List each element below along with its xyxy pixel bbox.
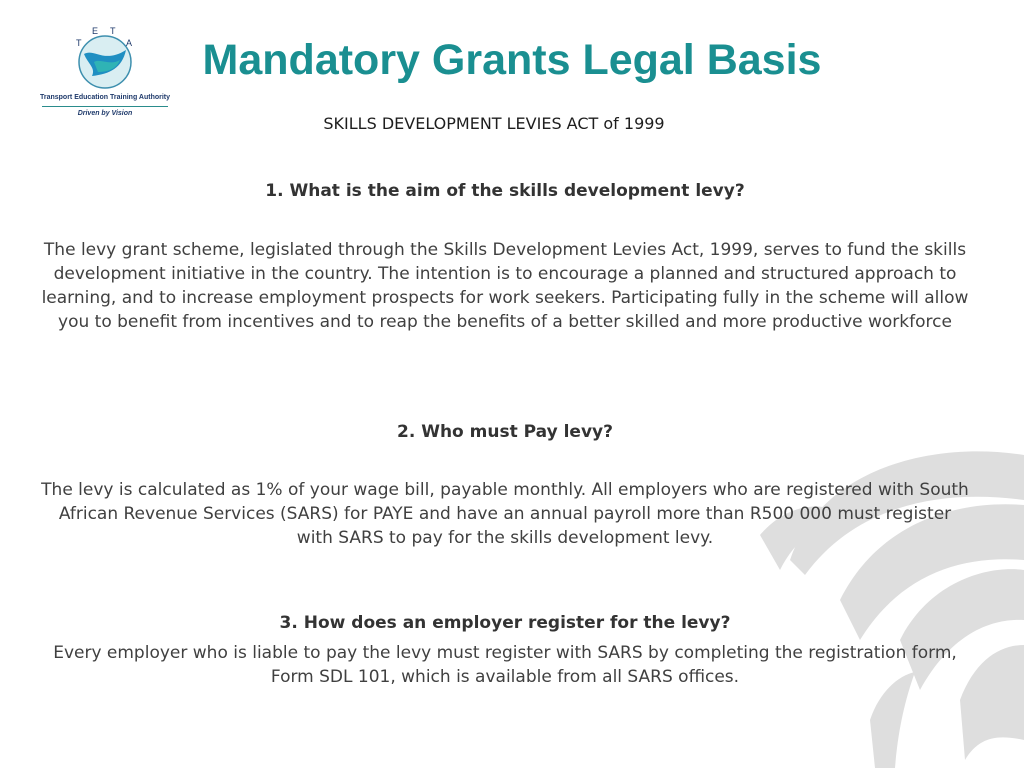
section-1-heading: 1. What is the aim of the skills development levy? xyxy=(265,181,745,201)
logo-letter-4: A xyxy=(126,38,133,48)
globe-logo-icon xyxy=(70,24,140,92)
logo-authority-name: Transport Education Training Authority xyxy=(39,94,171,101)
slide-subtitle: SKILLS DEVELOPMENT LEVIES ACT of 1999 xyxy=(323,114,665,133)
section-3-heading: 3. How does an employer register for the levy? xyxy=(279,613,731,633)
logo-letter-3: T xyxy=(110,26,116,36)
slide-title: Mandatory Grants Legal Basis xyxy=(202,36,822,84)
logo-tagline: Driven by Vision xyxy=(77,110,133,117)
section-2-body: The levy is calculated as 1% of your wage bill, payable monthly. All employers who are registered with South African Revenue Services (SARS) for PAYE and have an annual payroll more than R500 000 must register with SARS to pay for the skills development levy. xyxy=(41,480,969,548)
logo-divider xyxy=(42,106,168,107)
section-3-body: Every employer who is liable to pay the levy must register with SARS by completing the registration form, Form SDL 101, which is available from all SARS offices. xyxy=(53,643,957,687)
logo-letter-2: E xyxy=(92,26,99,36)
section-2-heading: 2. Who must Pay levy? xyxy=(397,422,613,442)
logo-letter-1: T xyxy=(76,38,82,48)
section-1-body: The levy grant scheme, legislated through the Skills Development Levies Act, 1999, serves to fund the skills development initiative in the country. The intention is to encourage a planned and structured approach to learning, and to increase employment prospects for work seekers. Participating fully in the scheme will allow you to benefit from incentives and to reap the benefits of a better skilled and more productive workforce xyxy=(41,240,969,332)
